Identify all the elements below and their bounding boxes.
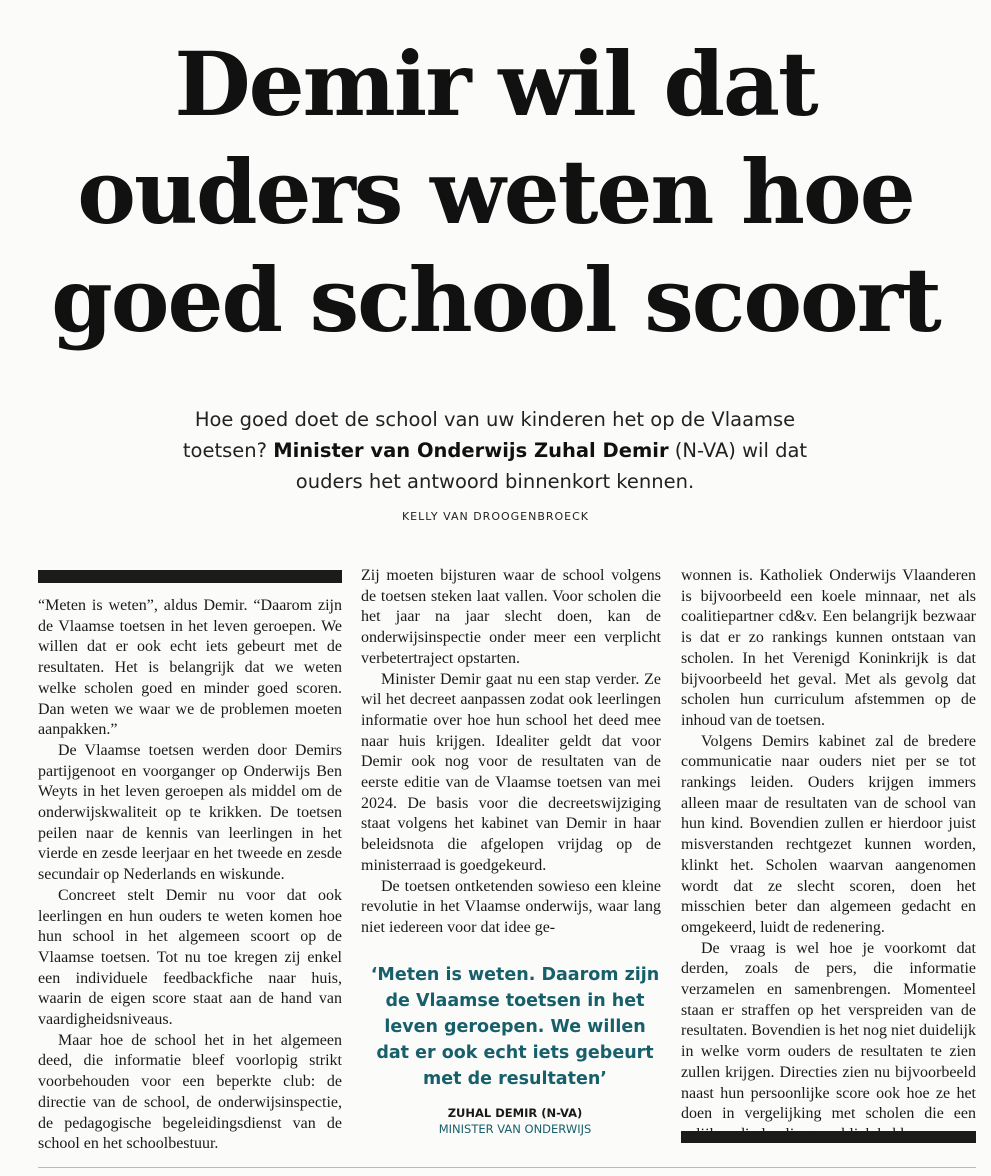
intro-paragraph xyxy=(150,404,840,497)
paragraph: De toetsen ontketenden sowieso een kleine revolutie in het Vlaamse onderwijs, waar lang niet iedereen voor dat idee ge- xyxy=(361,877,661,936)
headline-line-3: goed school scoort xyxy=(51,248,940,352)
paragraph: Maar hoe de school het in het algemeen deed, die informatie bleef voorlopig strikt voorbehouden voor een beperkte club: de directie van de school, de onderwijsinspectie, de pedagogische begeleidingsdienst van de school en het schoolbestuur. xyxy=(38,1031,342,1153)
paragraph: Concreet stelt Demir nu voor dat ook leerlingen en hun ouders te weten komen hoe hun school in het algemeen scoort op de Vlaamse toetsen. Tot nu toe kregen zij enkel een individuele feedbackfiche naar huis, waarin de eigen score staat aan de hand van vaardigheidsniveaus. xyxy=(38,886,342,1029)
paragraph: wonnen is. Katholiek Onderwijs Vlaanderen is bijvoorbeeld een koele minnaar, net als coalitiepartner cd&v. Een belangrijk bezwaar is dat er zo rankings kunnen ontstaan van scholen. In het Verenigd Koninkrijk is dat bijvoorbeeld het geval. Met als gevolg dat scholen hun curriculum afstemmen op de inhoud van de toetsen. xyxy=(681,567,976,729)
column-rule-left xyxy=(38,570,342,583)
intro-text-end: (N-VA) wil dat ouders het antwoord binnenkort kennen. xyxy=(295,439,808,493)
intro-bold-text: Minister van Onderwijs Zuhal Demir xyxy=(273,439,669,462)
paragraph: Zij moeten bijsturen waar de school volgens de toetsen steken laat vallen. Voor scholen die het jaar na jaar slecht doen, kan de onderwijsinspectie onder meer een verplicht verbetertraject opstarten. xyxy=(361,567,661,667)
bottom-rule xyxy=(38,1167,976,1168)
intro-text: Hoe goed doet de school van uw kinderen het op de Vlaamse toetsen? xyxy=(182,408,796,462)
pull-quote: ‘Meten is weten. Daarom zijn de Vlaamse toetsen in het leven geroepen. We willen dat er ook echt iets gebeurt met de resultaten’ xyxy=(370,965,660,1089)
column-rule-right xyxy=(681,1131,976,1143)
headline-line-2: ouders weten hoe xyxy=(77,140,914,244)
paragraph: De vraag is wel hoe je voorkomt dat derden, zoals de pers, die informatie verzamelen en samenbrengen. Momenteel staan er straffen op het verspreiden van de resultaten. Bovendien is het nog niet duidelijk in welke vorm ouders de resultaten te zien zullen krijgen. Directies zien nu bijvoorbeeld naast hun persoonlijke score ook hoe ze het doen in vergelijking met scholen die een xyxy=(681,939,976,1123)
paragraph: De Vlaamse toetsen werden door Demirs partijgenoot en voorganger op Onderwijs Ben Weyts in het leven geroepen als middel om de onderwijskwaliteit op te krikken. De toetsen peilen naar de kennis van leerlingen in het vierde en zesde leerjaar en het tweede en zesde secundair op Nederlands en wiskunde. xyxy=(38,741,342,884)
quote-attribution-name: ZUHAL DEMIR (N-VA) xyxy=(447,1106,583,1120)
article-column-3 xyxy=(681,566,976,1146)
byline: KELLY VAN DROOGENBROECK xyxy=(401,510,590,523)
paragraph: Minister Demir gaat nu een stap verder. Ze wil het decreet aanpassen zodat ook leerlingen informatie over hoe hun school het deed mee naar huis krijgen. Idealiter geldt dat voor Demir ook nog voor de resultaten van de eerste editie van de Vlaamse toetsen van mei 2024. De basis voor die decreetswijziging staat volgens het kabinet van Demir in haar beleidsnota die afgelopen vrijdag op de ministerraad is goedgekeurd. xyxy=(361,670,661,874)
article-column-2 xyxy=(361,566,661,939)
paragraph: Volgens Demirs kabinet zal de bredere communicatie naar ouders niet per se tot rankings leiden. Ouders krijgen immers alleen maar de resultaten van de school van hun kind. Bovendien zullen er hierdoor juist misverstanden rechtgezet kunnen worden, klinkt het. Scholen waarvan aangenomen wordt dat ze slecht scoren, doen het misschien beter dan algemeen gedacht en omgekeerd, luidt de redenering. xyxy=(681,732,976,936)
headline-line-1: Demir wil dat xyxy=(174,32,817,136)
paragraph: “Meten is weten”, aldus Demir. “Daarom zijn de Vlaamse toetsen in het leven geroepen. We willen dat er ook echt iets gebeurt met de resultaten. Het is belangrijk dat we weten welke scholen goed en minder goed scoren. Dan weten we waar we de problemen moeten aanpakken.” xyxy=(38,597,342,739)
quote-attribution-title: MINISTER VAN ONDERWIJS xyxy=(438,1122,592,1136)
headline xyxy=(0,30,991,354)
article-column-1 xyxy=(38,596,342,1155)
